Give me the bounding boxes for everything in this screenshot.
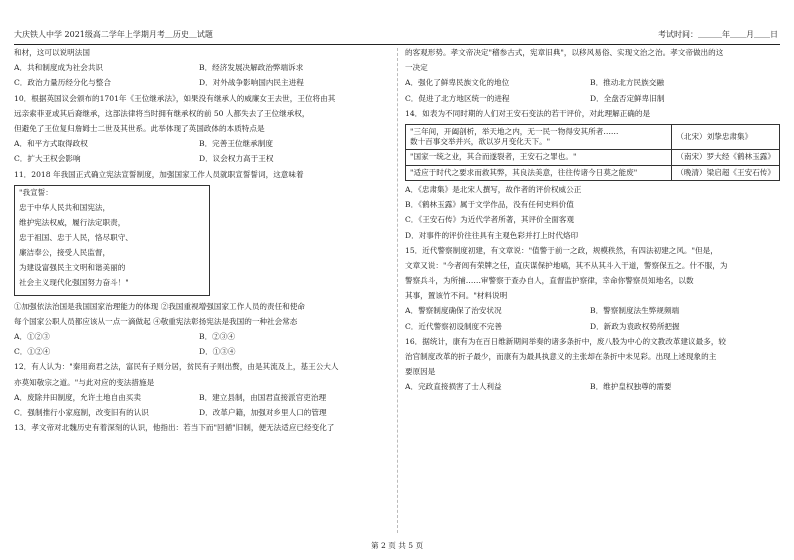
quote-cell bbox=[406, 165, 672, 180]
option-b: B．推动北方民族交融 bbox=[590, 78, 664, 88]
text-line: 亦莫知敬宗之道。"与此对应的变法措施是 bbox=[14, 377, 155, 387]
option-row bbox=[405, 78, 780, 88]
question-13-stem: 13．孝文帝对北魏历史有着深刻的认识，他指出：若当下而"回循"旧制，便无法适应已经变化了 bbox=[14, 423, 335, 433]
option-row bbox=[14, 139, 389, 149]
option-row bbox=[14, 154, 389, 164]
option-c: C．强制推行小家庭制，改变旧有的认识 bbox=[14, 408, 149, 417]
option-row bbox=[14, 408, 389, 418]
source-cell: （晚清）梁启超《王安石传》 bbox=[672, 165, 780, 180]
question-11-stem: 11．2018 年我国正式确立宪法宣誓制度，加强国家工作人员就职宣誓誓词，这意味着 bbox=[14, 169, 304, 179]
source-cell: （南宋）罗大经《鹤林玉露》 bbox=[672, 150, 780, 165]
text-line: 其事，置该竹不问。"材料说明 bbox=[405, 291, 508, 301]
text-line: 远亲索菲亚或其后裔继承，这部法律将当时拥有继承权的前 50 人都失去了王位继承权， bbox=[14, 108, 310, 118]
option-a: A．和平方式取得政权 bbox=[14, 139, 88, 149]
text-line: 的客观形势。孝文帝决定"稽参古式，宪章旧典"，以移风易俗、实现文治之治。孝文帝做出的这 bbox=[405, 48, 724, 57]
page-header bbox=[14, 30, 780, 43]
left-column bbox=[14, 48, 389, 438]
exam-date: 考试时间：＿＿＿年＿＿月＿＿日 bbox=[658, 30, 778, 39]
table-row bbox=[406, 165, 780, 180]
option-b: B．完善王位继承制度 bbox=[199, 139, 273, 149]
option-row bbox=[14, 78, 389, 88]
oath-line: 忠于祖国、忠于人民，恪尽职守、 bbox=[19, 232, 133, 242]
question-12-stem: 12．有人认为："秦用商君之法，富民有子则分居，贫民有子则出赘，由是其流及上，基王公大人 bbox=[14, 362, 339, 372]
text-line: 一决定 bbox=[405, 63, 428, 73]
option-d: D．改革户籍，加强对乡里人口的管理 bbox=[199, 408, 327, 417]
oath-line: 忠于中华人民共和国宪法， bbox=[19, 202, 111, 212]
question-15-stem: 15．近代警察制度初建，有文章说："值警于前一之政，规模秩然，有四法初建之风。"但是， bbox=[405, 245, 718, 255]
option-b: B．经济发展决解政治弊端诉求 bbox=[199, 63, 304, 73]
option-a: A．共和制度成为社会共识 bbox=[14, 63, 104, 73]
option-d: D．新政为袁政权势所把握 bbox=[590, 321, 680, 331]
quote-line: 数十百事交举并兴，欲以岁月变化天下。" bbox=[410, 137, 551, 147]
option-a: A．废除井田制度，允许土地自由买卖 bbox=[14, 392, 141, 402]
text-line: 但避免了王位复归詹姆士二世及其世系。此举体现了英国政体的本质特点是 bbox=[14, 123, 265, 133]
text-line: 文章又说："今者闾有荣牌之任，直庆谋保护地嗃，其不从其斗入干道，警察保五之。什不服，为 bbox=[405, 260, 728, 270]
option-a: A．完政直接损害了士人利益 bbox=[405, 382, 502, 392]
option-row bbox=[14, 347, 389, 357]
option-row bbox=[405, 306, 780, 316]
oath-line: "我宣誓： bbox=[19, 187, 53, 197]
oath-line: 维护宪法权威，履行法定职责， bbox=[19, 217, 126, 227]
option-b: B．警察制度法生弊规频端 bbox=[590, 306, 680, 316]
right-column bbox=[405, 48, 780, 398]
exam-title: 大庆铁人中学 2021级高二学年上学期月考＿历史＿试题 bbox=[14, 30, 213, 39]
option-c: C．政治力量历经分化与整合 bbox=[14, 78, 111, 88]
quote-line: "三年间，开阖剖析，举天地之内，无一民一物得安其所者…… bbox=[410, 126, 619, 136]
option-a: A．《忠肃集》是北宋人撰写，故作者的评价权威公正 bbox=[405, 184, 582, 194]
option-row bbox=[405, 94, 780, 104]
option-d: D．议会权力高于王权 bbox=[199, 154, 274, 164]
option-row bbox=[14, 332, 389, 342]
quote-line: "适应于时代之要求而救其弊，其良法美意，往往传诸今日莫之能废" bbox=[410, 167, 638, 177]
text-line: 警察兵斗，为所捕……审警察于查办自人，直督监护察律，幸命你警察员知地名，以数 bbox=[405, 276, 694, 286]
option-b: B．②③④ bbox=[199, 332, 235, 342]
option-a: A．①②③ bbox=[14, 332, 50, 342]
question-16-stem: 16．据统计，康有为在百日维新期间举奏的诸多条折中，废八股为中心的文教改革建议最多，较 bbox=[405, 336, 727, 346]
option-b: B．维护皇权独尊的需要 bbox=[590, 382, 672, 392]
option-b: B．建立县制，由国君直接派官吏治理 bbox=[199, 392, 327, 402]
column-divider bbox=[397, 48, 398, 533]
oath-box bbox=[14, 185, 210, 296]
statement-line: ①加强依法治国是我国国家治理能力的体现 ②我国重视增强国家工作人员的责任和使命 bbox=[14, 301, 305, 311]
option-b: B．《鹤林玉露》属于文学作品，没有任何史料价值 bbox=[405, 200, 574, 210]
source-cell: （北宋）刘挚忠肃集》 bbox=[672, 124, 780, 150]
oath-line: 为建设富强民主文明和谐美丽的 bbox=[19, 262, 126, 272]
option-a: A．强化了鲜卑民族文化的地位 bbox=[405, 78, 510, 88]
oath-line: 廉洁奉公，接受人民监督， bbox=[19, 247, 111, 257]
option-row bbox=[405, 382, 780, 392]
option-d: D．①③④ bbox=[199, 347, 236, 357]
question-14-stem: 14．如表为不同时期的人们对王安石变法的若干评价，对此理解正确的是 bbox=[405, 108, 651, 118]
text-line: 治官制度改革的折子最少，而康有为最具执意义的主张却在条折中未见彩。出现上述现象的主 bbox=[405, 352, 717, 361]
option-row bbox=[14, 393, 389, 403]
text-line: 要原因是 bbox=[405, 367, 436, 377]
question-10-stem: 10．根据英国议会颁布的1701年《王位继承法》，如果没有继承人的威廉女王去世，王位将由其 bbox=[14, 93, 336, 103]
quote-line: "国家一统之业，其合而遂裂者，王安石之罪也。" bbox=[410, 152, 577, 162]
option-d: D．全盘否定鲜卑旧制 bbox=[590, 93, 665, 103]
option-row bbox=[405, 322, 780, 332]
statement-line: 每个国家公职人员都应该从一点一滴做起 ④敬重宪法彰扬宪法是我国的一种社会常态 bbox=[14, 316, 298, 326]
evaluation-table bbox=[405, 124, 780, 181]
table-row bbox=[406, 124, 780, 150]
oath-line: 社会主义现代化强国努力奋斗！" bbox=[19, 277, 129, 287]
option-d: D．对事件的评价往往具有主观色彩并打上时代烙印 bbox=[405, 230, 579, 240]
option-c: C．近代警察初设制度不完善 bbox=[405, 321, 502, 331]
option-c: C．扩大王权会影响 bbox=[14, 154, 81, 164]
option-a: A．警察制度确保了治安状况 bbox=[405, 306, 502, 316]
quote-cell bbox=[406, 124, 672, 150]
table-row bbox=[406, 150, 780, 165]
option-c: C．①②④ bbox=[14, 347, 51, 357]
option-row bbox=[14, 63, 389, 73]
quote-cell bbox=[406, 150, 672, 165]
option-c: C．促进了北方地区统一的进程 bbox=[405, 93, 510, 103]
option-d: D．对外战争影响国内民主进程 bbox=[199, 78, 304, 88]
option-c: C．《王安石传》为近代学者所著，其评价全面客观 bbox=[405, 215, 575, 225]
text-line: 和材，这可以说明法国 bbox=[14, 48, 90, 57]
page-number: 第 2 页 共 5 页 bbox=[370, 541, 424, 550]
header-divider bbox=[14, 44, 780, 45]
